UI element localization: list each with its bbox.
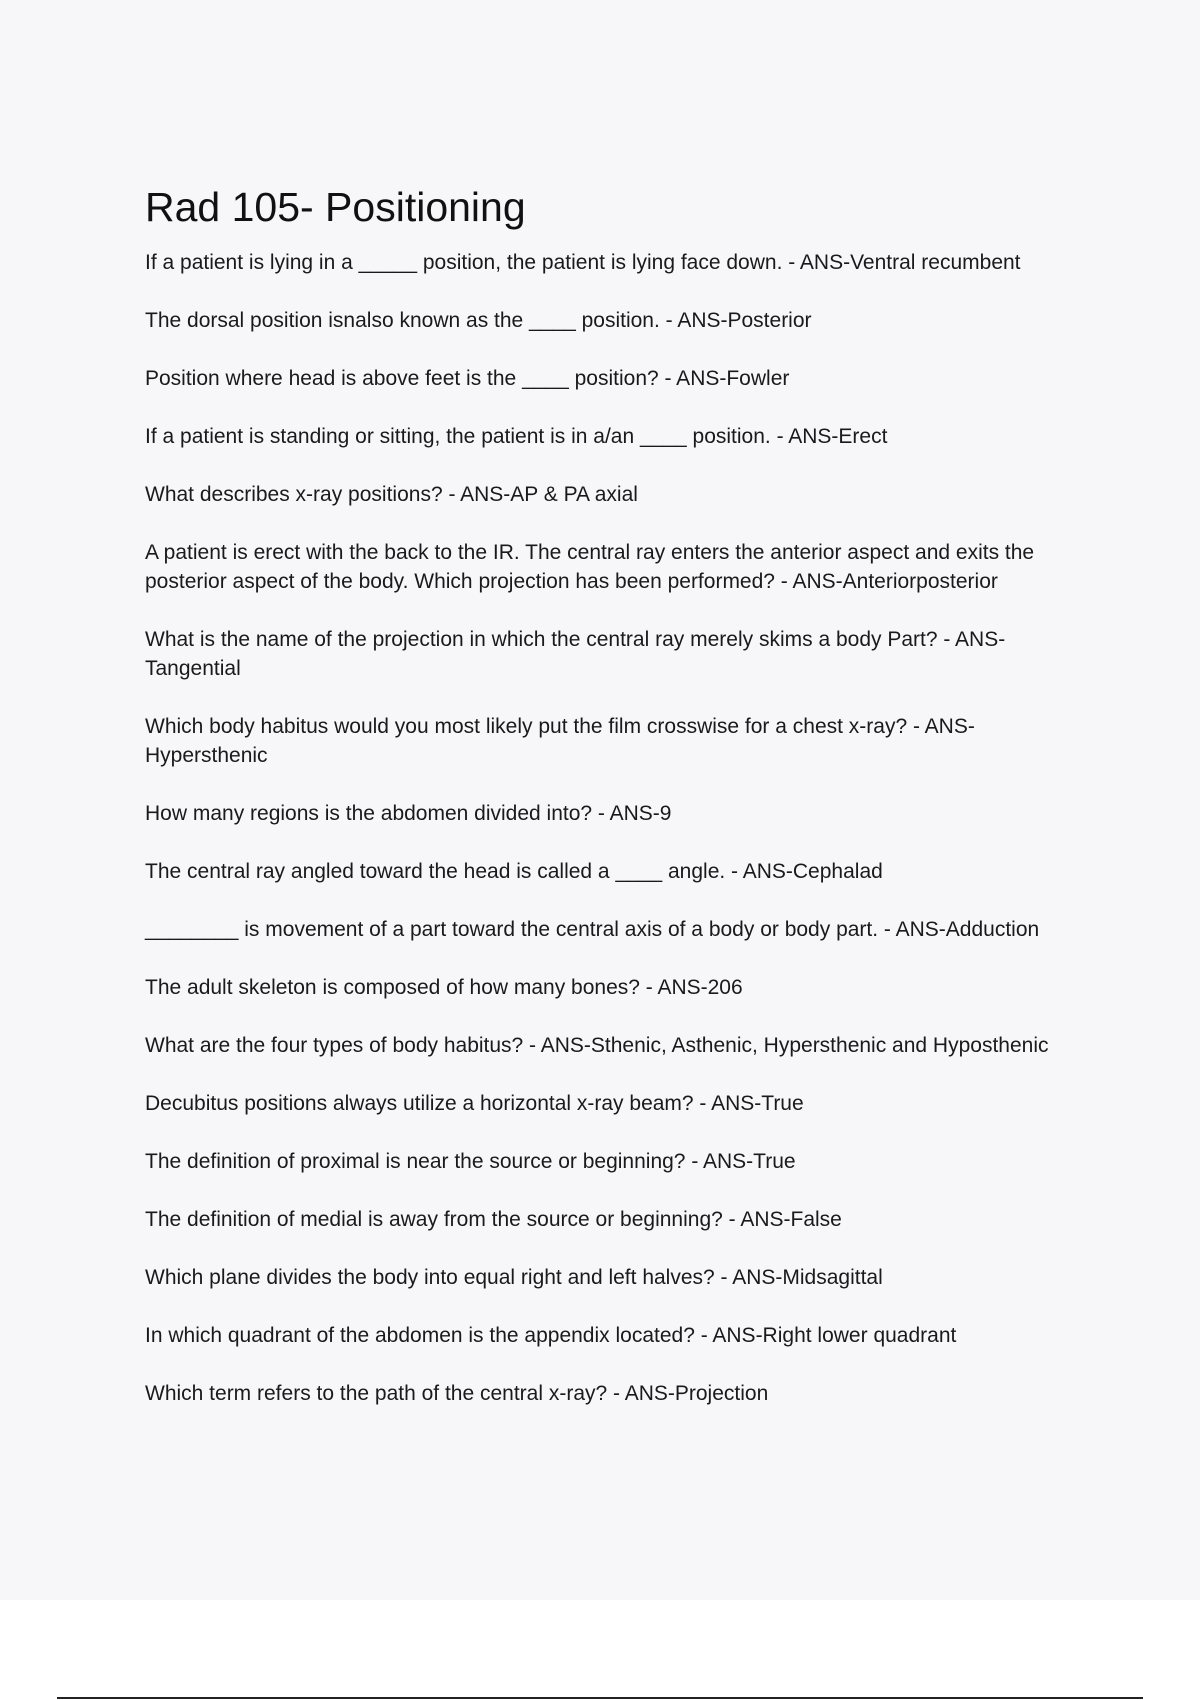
question-answer-list <box>145 248 1095 1437</box>
page-title: Rad 105- Positioning <box>145 184 526 230</box>
question-answer-item: How many regions is the abdomen divided into? - ANS-9 <box>145 802 672 825</box>
question-answer-item: The adult skeleton is composed of how many bones? - ANS-206 <box>145 976 743 999</box>
question-answer-item: A patient is erect with the back to the IR. The central ray enters the anterior aspect and exits the posterior aspect of the body. Which projection has been performed? - ANS-Anteriorposterior <box>145 541 1035 593</box>
question-answer-item: Decubitus positions always utilize a horizontal x-ray beam? - ANS-True <box>145 1092 804 1115</box>
question-answer-item: What are the four types of body habitus? - ANS-Sthenic, Asthenic, Hypersthenic and Hyposthenic <box>145 1034 1049 1057</box>
question-answer-item: In which quadrant of the abdomen is the appendix located? - ANS-Right lower quadrant <box>145 1324 957 1347</box>
question-answer-item: What is the name of the projection in which the central ray merely skims a body Part? - ANS-Tangential <box>145 628 1006 680</box>
question-answer-item: The definition of medial is away from the source or beginning? - ANS-False <box>145 1208 842 1231</box>
question-answer-item: Which body habitus would you most likely put the film crosswise for a chest x-ray? - ANS-Hypersthenic <box>145 715 975 767</box>
question-answer-item: If a patient is lying in a _____ position, the patient is lying face down. - ANS-Ventral recumbent <box>145 251 1021 274</box>
question-answer-item: Position where head is above feet is the ____ position? - ANS-Fowler <box>145 367 790 390</box>
question-answer-item: The definition of proximal is near the source or beginning? - ANS-True <box>145 1150 796 1173</box>
question-answer-item: The central ray angled toward the head is called a ____ angle. - ANS-Cephalad <box>145 860 883 883</box>
question-answer-item: What describes x-ray positions? - ANS-AP & PA axial <box>145 483 638 506</box>
question-answer-item: If a patient is standing or sitting, the patient is in a/an ____ position. - ANS-Erect <box>145 425 888 448</box>
question-answer-item: The dorsal position isnalso known as the ____ position. - ANS-Posterior <box>145 309 812 332</box>
question-answer-item: Which plane divides the body into equal right and left halves? - ANS-Midsagittal <box>145 1266 883 1289</box>
page-divider <box>57 1697 1143 1699</box>
question-answer-item: Which term refers to the path of the central x-ray? - ANS-Projection <box>145 1382 769 1405</box>
question-answer-item: ________ is movement of a part toward the central axis of a body or body part. - ANS-Adduction <box>145 918 1040 941</box>
